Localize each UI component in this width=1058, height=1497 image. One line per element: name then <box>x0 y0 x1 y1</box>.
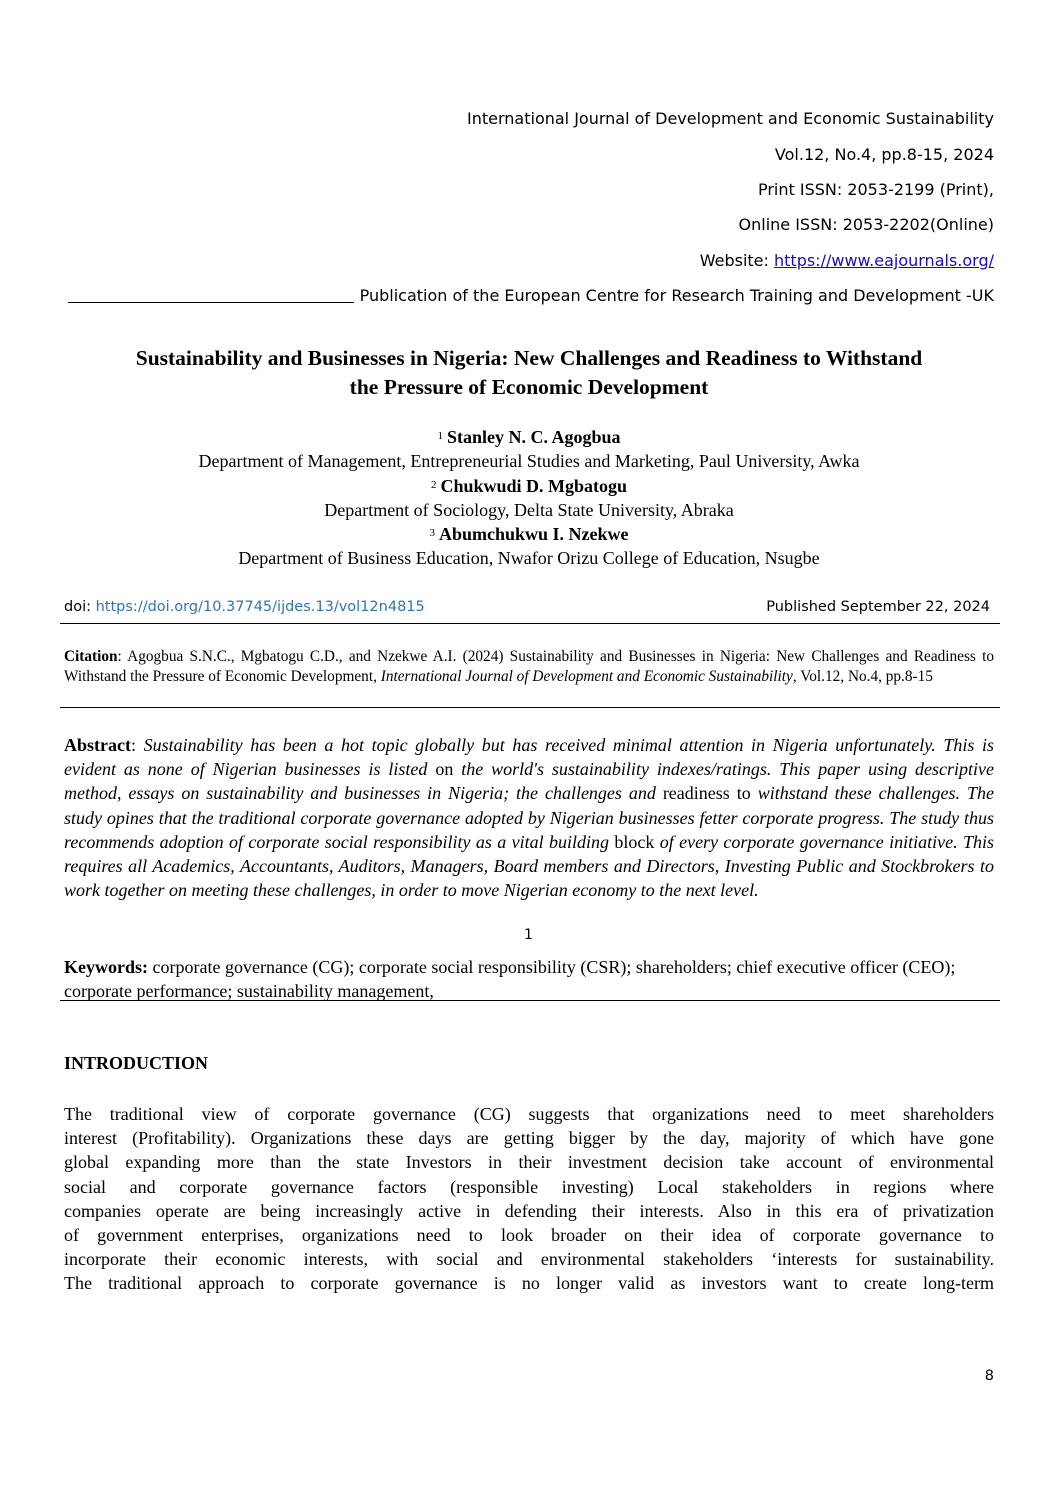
citation-rule <box>60 707 1000 708</box>
abstract-part-1: Sustainability has been a hot topic globally but has received minimal attention in Nigeria unfortunately. This is evident as none of Nigerian businesses is listed <box>64 735 994 780</box>
doi-rule <box>60 623 1000 624</box>
author-3-affiliation: Department of Business Education, Nwafor Orizu College of Education, Nsugbe <box>238 548 820 569</box>
volume-info: Vol.12, No.4, pp.8-15, 2024 <box>774 145 994 164</box>
author-3 <box>60 522 998 546</box>
title-line-2: the Pressure of Economic Development <box>349 375 709 399</box>
intro-line: The traditional approach to corporate governance is no longer valid as investors want to create long-term <box>64 1273 994 1294</box>
intro-line: social and corporate governance factors (responsible investing) Local stakeholders in regions where <box>64 1176 994 1197</box>
author-1 <box>60 425 998 449</box>
author-2-name: Chukwudi D. Mgbatogu <box>440 475 628 496</box>
introduction-paragraph <box>64 1102 994 1296</box>
intro-line: of government enterprises, organizations need to look broader on their idea of corporate governance to <box>64 1225 994 1246</box>
abstract-part-7: block <box>614 831 655 852</box>
author-2-number: 2 <box>430 478 437 491</box>
abstract-part-2: on <box>435 759 454 780</box>
abstract-colon: : <box>130 735 144 755</box>
author-1-name: Stanley N. C. Agogbua <box>446 427 621 447</box>
abstract-part-4: and <box>628 783 656 804</box>
author-block <box>60 425 998 571</box>
intro-line: interest (Profitability). Organizations these days are getting bigger by the day, majority of which have gone <box>64 1128 994 1149</box>
published-date: Published September 22, 2024 <box>766 599 990 615</box>
keywords-text: corporate governance (CG); corporate social responsibility (CSR); shareholders; chief executive officer (CEO); corporate performance; sustainability management, <box>64 957 956 1002</box>
doi-label: doi: <box>64 599 96 615</box>
author-1-number: 1 <box>437 430 443 442</box>
intro-line: global expanding more than the state Investors in their investment decision take account of environmental <box>64 1152 994 1173</box>
author-3-name: Abumchukwu I. Nzekwe <box>438 524 629 545</box>
author-1-affiliation: Department of Management, Entrepreneurial Studies and Marketing, Paul University, Awka <box>198 451 860 472</box>
footnote-marker: 1 <box>524 927 533 943</box>
citation-label: Citation <box>64 648 118 665</box>
abstract-part-3: the world's sustainability indexes/ratings. This paper using descriptive method, essays on sustainability and businesses in Nigeria; the challenges <box>64 759 994 804</box>
print-issn: Print ISSN: 2053-2199 (Print), <box>757 180 994 199</box>
keywords <box>64 955 994 1003</box>
abstract-part-8: of every corporate governance initiative. This requires all Academics, Accountants, Auditors, Managers, Board members and Directors, Investing Public and Stockbrokers to work together on meeting these challenges, in order to move Nigerian economy to the next level. <box>64 831 994 901</box>
citation-tail: , Vol.12, No.4, pp.8-15 <box>792 668 933 685</box>
doi-link[interactable]: https://doi.org/10.37745/ijdes.13/vol12n4815 <box>95 599 425 615</box>
introduction-heading: INTRODUCTION <box>64 1053 209 1073</box>
website-link[interactable]: https://www.eajournals.org/ <box>774 251 994 270</box>
website-line <box>700 251 994 270</box>
online-issn: Online ISSN: 2053-2202(Online) <box>738 215 994 234</box>
abstract-label: Abstract <box>64 735 131 755</box>
keywords-label: Keywords: <box>64 957 148 977</box>
journal-name: International Journal of Development and Economic Sustainability <box>467 109 994 128</box>
author-3-number: 3 <box>429 527 435 540</box>
website-label: Website: <box>699 251 774 270</box>
citation-journal: International Journal of Development and Economic Sustainability <box>380 668 793 685</box>
abstract-part-5: readiness to <box>655 783 758 804</box>
citation <box>64 647 994 687</box>
publisher-line: Publication of the European Centre for Research Training and Development -UK <box>354 286 994 305</box>
author-2-affiliation: Department of Sociology, Delta State University, Abraka <box>324 499 734 520</box>
title-line-1: Sustainability and Businesses in Nigeria: New Challenges and Readiness to Withstand <box>135 346 923 370</box>
abstract <box>64 733 994 902</box>
abstract-part-6: withstand these challenges. The study opines that the traditional corporate governance adopted by Nigerian businesses fetter corporate progress. The study thus recommends adoption of corporate social responsibility as a vital building <box>64 783 994 852</box>
intro-line: incorporate their economic interests, with social and environmental stakeholders ‘interests for sustainability. <box>64 1249 994 1270</box>
page-number: 8 <box>984 1368 994 1384</box>
intro-line: The traditional view of corporate governance (CG) suggests that organizations need to meet shareholders <box>64 1104 994 1124</box>
intro-line: companies operate are being increasingly active in defending their interests. Also in this era of privatization <box>64 1200 994 1221</box>
paper-title <box>60 344 998 402</box>
keywords-rule <box>60 1000 1000 1001</box>
author-2 <box>60 474 998 498</box>
doi-line <box>64 599 425 615</box>
citation-text: : Agogbua S.N.C., Mgbatogu C.D., and Nzekwe A.I. (2024) Sustainability and Businesses in Nigeria: New Challenges and Readiness to Withstand the Pressure of Economic Development, <box>64 648 994 685</box>
